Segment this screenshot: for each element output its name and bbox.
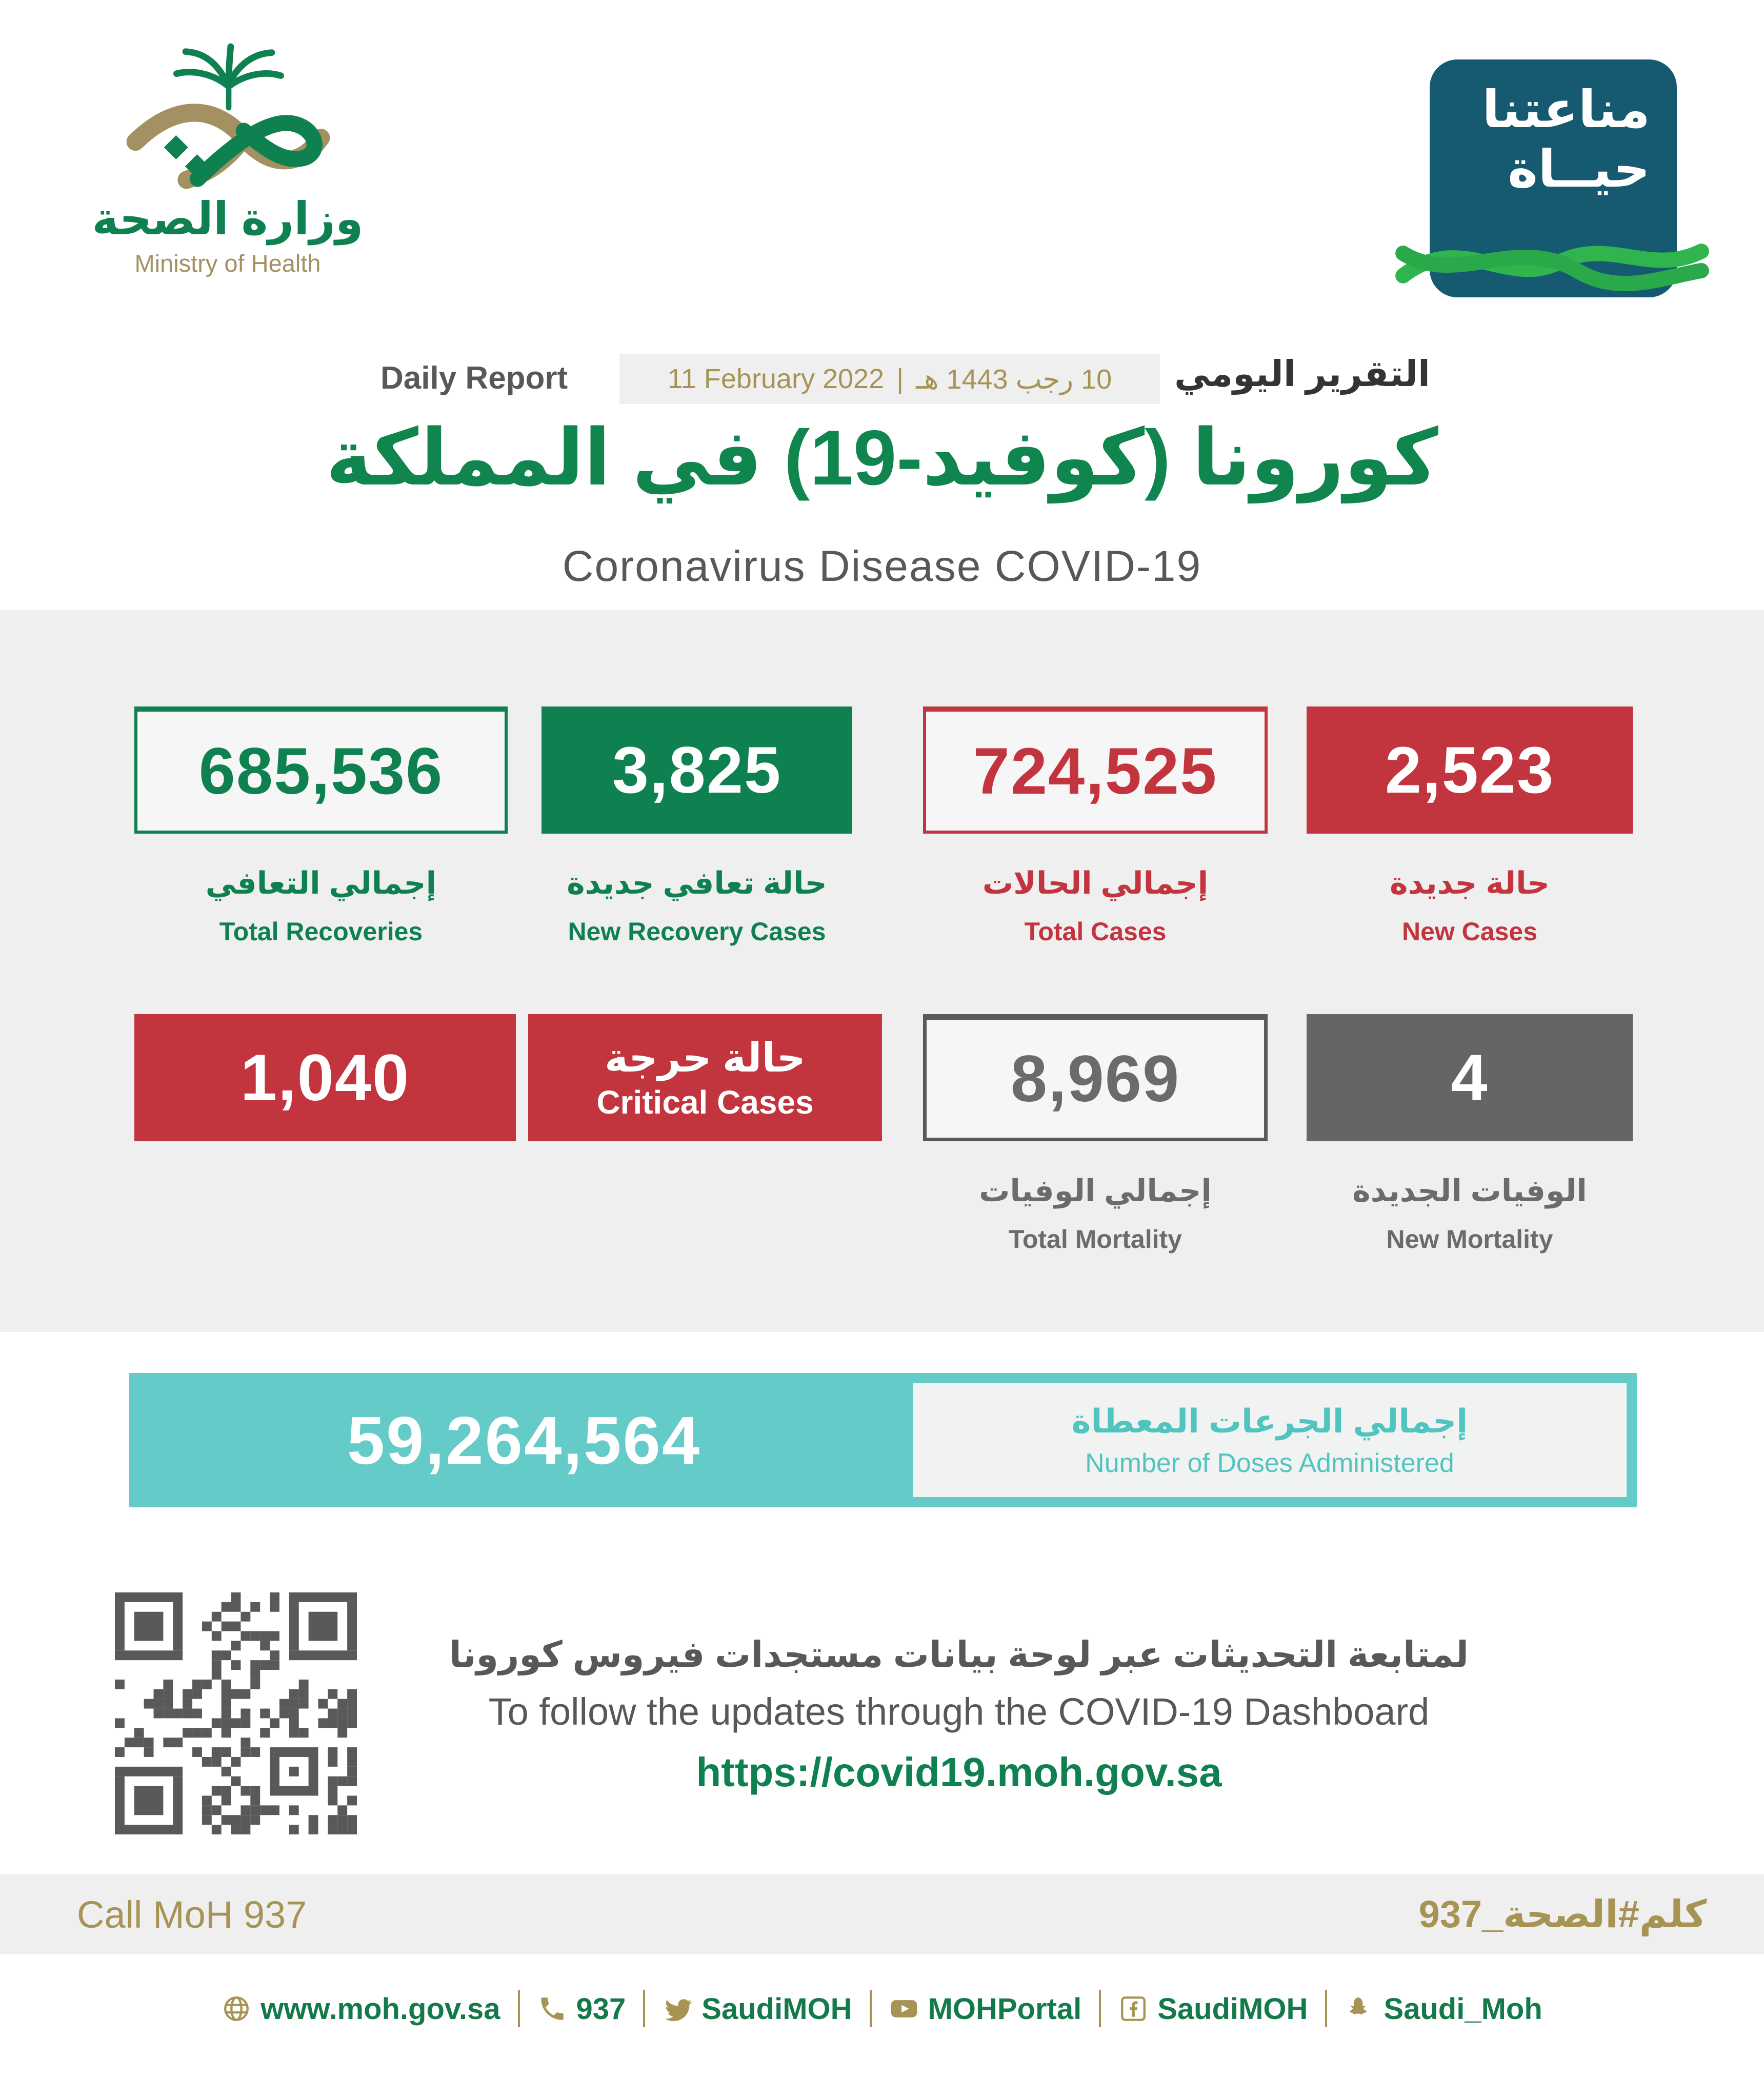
moh-palm-emblem-icon — [117, 31, 338, 190]
contact-footer — [0, 1990, 1764, 2027]
page-title-arabic: كورونا (كوفيد-19) في المملكة — [326, 414, 1438, 501]
new-recoveries-label-en: New Recovery Cases — [568, 917, 826, 946]
immunity-life-badge — [1430, 59, 1677, 297]
new-mortality-card — [1307, 1014, 1633, 1141]
total-recoveries-value: 685,536 — [198, 734, 444, 808]
moh-logo — [43, 31, 412, 277]
new-recoveries-card — [542, 706, 852, 834]
call-moh-hashtag: كلم#الصحة_937 — [1418, 1893, 1707, 1935]
critical-cases-value: 1,040 — [240, 1041, 410, 1115]
date-separator: | — [896, 364, 904, 394]
dashboard-text-ar: لمتابعة التحديثات عبر لوحة بيانات مستجدات فيروس كورونا — [449, 1634, 1469, 1674]
qr-code — [115, 1592, 357, 1834]
snapchat-icon — [1345, 1994, 1374, 2024]
total-cases-label-en: Total Cases — [1024, 917, 1167, 946]
footer-phone-label: 937 — [576, 1992, 626, 2026]
date-gregorian: 11 February 2022 — [667, 364, 885, 394]
footer-facebook[interactable] — [1118, 1992, 1308, 2026]
footer-twitter[interactable] — [663, 1992, 852, 2026]
new-mortality-value: 4 — [1451, 1041, 1489, 1115]
new-cases-card — [1307, 706, 1633, 834]
footer-facebook-label: SaudiMOH — [1157, 1992, 1308, 2026]
daily-report-label-ar: التقرير اليومي — [1174, 354, 1430, 394]
critical-cases-label-en: Critical Cases — [596, 1083, 814, 1121]
footer-website[interactable] — [222, 1992, 500, 2026]
doses-value: 59,264,564 — [347, 1402, 701, 1478]
twitter-icon — [663, 1994, 692, 2024]
new-recoveries-label-ar: حالة تعافي جديدة — [567, 866, 827, 900]
logo-english-name: Ministry of Health — [134, 250, 321, 277]
facebook-icon — [1118, 1994, 1148, 2024]
phone-icon — [537, 1994, 567, 2024]
total-mortality-label-ar: إجمالي الوفيات — [979, 1174, 1212, 1208]
total-mortality-label-en: Total Mortality — [1009, 1225, 1182, 1254]
footer-separator — [518, 1990, 520, 2027]
total-recoveries-label-en: Total Recoveries — [219, 917, 423, 946]
footer-separator — [1099, 1990, 1101, 2027]
youtube-icon — [889, 1994, 919, 2024]
total-mortality-card — [923, 1014, 1268, 1141]
globe-icon — [222, 1994, 251, 2024]
total-cases-label-ar: إجمالي الحالات — [982, 866, 1209, 900]
green-wave-icon — [1415, 213, 1691, 299]
badge-text — [1482, 82, 1650, 197]
footer-separator — [1325, 1990, 1327, 2027]
footer-youtube-label: MOHPortal — [928, 1992, 1082, 2026]
doses-bar — [129, 1373, 1637, 1507]
footer-snapchat[interactable] — [1345, 1992, 1542, 2026]
total-mortality-value: 8,969 — [1010, 1042, 1180, 1116]
footer-phone[interactable] — [537, 1992, 626, 2026]
total-cases-value: 724,525 — [973, 734, 1218, 808]
badge-line2: حيــاة — [1508, 140, 1650, 198]
doses-label-ar: إجمالي الجرعات المعطاة — [1071, 1402, 1468, 1440]
dashboard-text-en: To follow the updates through the COVID-19 Dashboard — [488, 1690, 1430, 1733]
footer-website-label: www.moh.gov.sa — [260, 1992, 500, 2026]
total-recoveries-card — [134, 706, 508, 834]
dashboard-url-link[interactable]: https://covid19.moh.gov.sa — [696, 1749, 1222, 1795]
new-recoveries-value: 3,825 — [612, 733, 782, 807]
critical-cases-value-card — [134, 1014, 516, 1141]
daily-report-label-en: Daily Report — [380, 360, 568, 396]
critical-cases-label-ar: حالة حرجة — [604, 1035, 806, 1080]
new-mortality-label-ar: الوفيات الجديدة — [1352, 1174, 1587, 1208]
page-title-english: Coronavirus Disease COVID-19 — [562, 542, 1202, 590]
footer-snapchat-label: Saudi_Moh — [1384, 1992, 1542, 2026]
footer-separator — [870, 1990, 872, 2027]
total-recoveries-label-ar: إجمالي التعافي — [205, 866, 437, 900]
badge-line1: مناعتنا — [1482, 81, 1650, 138]
logo-arabic-name: وزارة الصحة — [92, 193, 364, 244]
footer-separator — [643, 1990, 645, 2027]
footer-youtube[interactable] — [889, 1992, 1082, 2026]
dashboard-info — [359, 1633, 1559, 1796]
new-cases-label-ar: حالة جديدة — [1390, 866, 1550, 900]
date-hijri: 10 رجب 1443 هـ — [916, 364, 1112, 395]
critical-cases-label-card — [528, 1014, 882, 1141]
new-cases-label-en: New Cases — [1401, 917, 1538, 946]
doses-label-en: Number of Doses Administered — [1085, 1448, 1454, 1478]
call-moh-english: Call MoH 937 — [77, 1893, 307, 1936]
doses-label-panel — [913, 1383, 1627, 1497]
report-date — [619, 354, 1160, 404]
new-mortality-label-en: New Mortality — [1386, 1225, 1553, 1254]
footer-twitter-label: SaudiMOH — [701, 1992, 852, 2026]
total-cases-card — [923, 706, 1268, 834]
new-cases-value: 2,523 — [1385, 733, 1555, 807]
call-moh-band — [0, 1874, 1764, 1954]
